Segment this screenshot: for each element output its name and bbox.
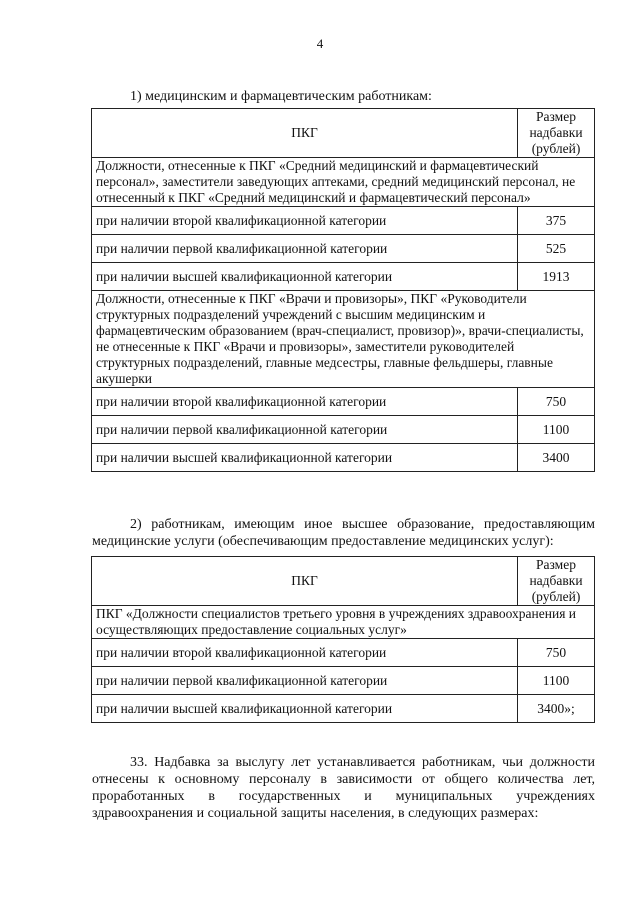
row-value: 525 [518, 235, 595, 263]
row-label: при наличии второй квалификационной категории [92, 388, 518, 416]
row-label: при наличии первой квалификационной категории [92, 235, 518, 263]
table-row [92, 444, 595, 472]
allowance-table-other [91, 556, 595, 723]
table-row [92, 639, 595, 667]
row-label: при наличии второй квалификационной категории [92, 639, 518, 667]
row-label: при наличии первой квалификационной категории [92, 416, 518, 444]
intro-other-higher-education: 2) работникам, имеющим иное высшее образование, предоставляющим медицинские услуги (обеспечивающим предоставление медицинских услуг): [92, 517, 595, 549]
header-size: Размер надбавки (рублей) [518, 557, 595, 606]
table-row [92, 235, 595, 263]
table-row [92, 416, 595, 444]
table-header-row [92, 109, 595, 158]
row-value: 3400»; [518, 695, 595, 723]
row-label: при наличии высшей квалификационной категории [92, 695, 518, 723]
header-pkg: ПКГ [92, 557, 518, 606]
table-row [92, 207, 595, 235]
header-size: Размер надбавки (рублей) [518, 109, 595, 158]
row-label: при наличии высшей квалификационной категории [92, 263, 518, 291]
group-row [92, 291, 595, 388]
group-description: Должности, отнесенные к ПКГ «Средний медицинский и фармацевтический персонал», заместители заведующих аптеками, средний медицинский персонал, не отнесенный к ПКГ «Средний медицинский и фармацевтический персонал» [92, 158, 595, 207]
header-pkg: ПКГ [92, 109, 518, 158]
row-value: 750 [518, 388, 595, 416]
page-number: 4 [316, 36, 324, 51]
row-value: 750 [518, 639, 595, 667]
group-row [92, 158, 595, 207]
row-label: при наличии второй квалификационной категории [92, 207, 518, 235]
table-row [92, 695, 595, 723]
group-description: ПКГ «Должности специалистов третьего уровня в учреждениях здравоохранения и осуществляющих предоставление социальных услуг» [92, 606, 595, 639]
row-value: 1913 [518, 263, 595, 291]
group-description: Должности, отнесенные к ПКГ «Врачи и провизоры», ПКГ «Руководители структурных подразделений учреждений с высшим медицинским и фармацевтическим образованием (врач-специалист, провизор)», врачи-специалисты, не отнесенные к ПКГ «Врачи и провизоры», заместители руководителей структурных подразделений, главные медсестры, главные фельдшеры, главные акушерки [92, 291, 595, 388]
intro-medical-workers: 1) медицинским и фармацевтическим работникам: [130, 89, 432, 104]
table-header-row [92, 557, 595, 606]
row-value: 1100 [518, 667, 595, 695]
row-value: 1100 [518, 416, 595, 444]
table-row [92, 388, 595, 416]
paragraph-33: 33. Надбавка за выслугу лет устанавливается работникам, чьи должности отнесены к основному персоналу в зависимости от общего количества лет, проработанных в государственных и муниципальных учреждениях здравоохранения и социальной защиты населения, в следующих размерах: [92, 755, 595, 821]
row-value: 375 [518, 207, 595, 235]
allowance-table-medical [91, 108, 595, 472]
table-row [92, 667, 595, 695]
row-label: при наличии первой квалификационной категории [92, 667, 518, 695]
row-value: 3400 [518, 444, 595, 472]
table-row [92, 263, 595, 291]
group-row [92, 606, 595, 639]
row-label: при наличии высшей квалификационной категории [92, 444, 518, 472]
